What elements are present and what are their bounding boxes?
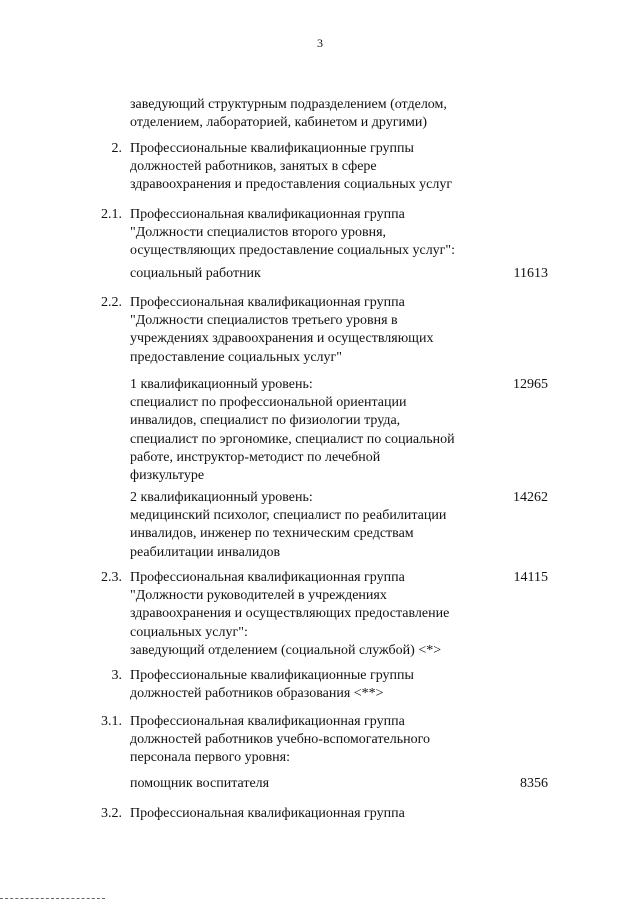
text-line: Профессиональная квалификационная группа — [130, 295, 405, 310]
text-line: Профессиональные квалификационные группы — [130, 141, 414, 156]
text-line: предоставление социальных услуг" — [130, 349, 342, 365]
group-heading — [130, 206, 500, 261]
salary-value: 11613 — [513, 266, 548, 281]
salary-value: 14115 — [513, 570, 548, 585]
text-line: Профессиональная квалификационная группа — [130, 207, 405, 222]
group-heading — [130, 805, 500, 823]
text-line: отделением, лабораторией, кабинетом и другими) — [130, 115, 427, 131]
section-number: 3.1. — [101, 714, 122, 729]
text-line: осуществляющих предоставление социальных услуг": — [130, 243, 456, 259]
text-line: здравоохранения и осуществляющих предоставление — [130, 606, 450, 622]
text-line: специалист по эргономике, специалист по социальной — [130, 431, 455, 447]
text-line: Профессиональные квалификационные группы — [130, 668, 414, 683]
text-line: учреждениях здравоохранения и осуществляющих — [130, 331, 434, 347]
text-line: физкультуре — [130, 468, 205, 484]
text-line: должностей работников образования <**> — [130, 686, 384, 702]
text-line: персонала первого уровня: — [130, 750, 290, 766]
text-line: заведующий структурным подразделением (отделом, — [130, 97, 447, 112]
section-heading — [130, 140, 500, 195]
salary-value: 12965 — [513, 377, 548, 392]
text-line: Профессиональная квалификационная группа — [130, 570, 405, 585]
group-heading — [130, 294, 500, 367]
text-line: инвалидов, инженер по техническим средствам — [130, 526, 414, 542]
text-line: помощник воспитателя — [130, 776, 270, 791]
group-heading — [130, 569, 500, 660]
text-line: работе, инструктор-методист по лечебной — [130, 449, 381, 465]
text-line: специалист по профессиональной ориентации — [130, 395, 407, 411]
text-line: Профессиональная квалификационная группа — [130, 806, 405, 821]
text-line: медицинский психолог, специалист по реабилитации — [130, 508, 447, 524]
salary-value: 8356 — [520, 776, 548, 791]
text-line: здравоохранения и предоставления социальных услуг — [130, 177, 453, 193]
section-number: 2.2. — [101, 295, 122, 310]
position-entry — [130, 265, 500, 283]
section-number: 2. — [111, 141, 122, 156]
text-line: заведующий отделением (социальной службой) <*> — [130, 642, 442, 658]
text-line: "Должности руководителей в учреждениях — [130, 588, 387, 604]
section-number: 2.1. — [101, 207, 122, 222]
text-line: инвалидов, специалист по физиологии труда, — [130, 413, 401, 429]
qualification-level — [130, 376, 500, 485]
text-line: социальный работник — [130, 266, 261, 281]
section-heading — [130, 667, 500, 703]
group-heading — [130, 713, 500, 768]
salary-value: 14262 — [513, 490, 548, 505]
footer-divider — [0, 898, 105, 899]
text-line: "Должности специалистов второго уровня, — [130, 225, 387, 241]
text-line: "Должности специалистов третьего уровня в — [130, 313, 398, 329]
text-line: должностей работников, занятых в сфере — [130, 159, 377, 175]
text-line: Профессиональная квалификационная группа — [130, 714, 405, 729]
text-line: 1 квалификационный уровень: — [130, 377, 313, 392]
section-number: 2.3. — [101, 570, 122, 585]
text-line: реабилитации инвалидов — [130, 544, 281, 560]
block-text — [130, 96, 500, 132]
section-number: 3. — [111, 668, 122, 683]
qualification-level — [130, 489, 500, 562]
text-line: 2 квалификационный уровень: — [130, 490, 313, 505]
text-line: должностей работников учебно-вспомогательного — [130, 732, 430, 748]
text-line: социальных услуг": — [130, 624, 248, 640]
page-number: 3 — [317, 36, 323, 50]
position-entry — [130, 775, 500, 793]
section-number: 3.2. — [101, 806, 122, 821]
